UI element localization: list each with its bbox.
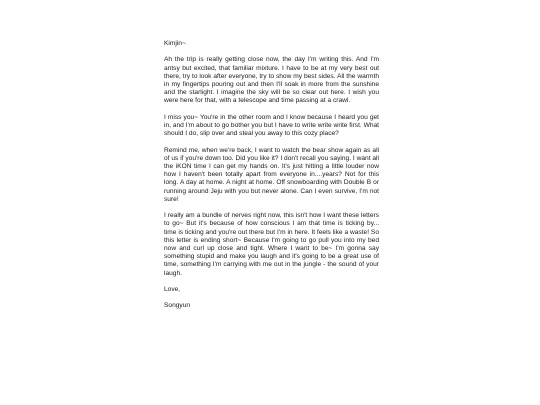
letter-signature: Songyun (164, 302, 191, 310)
letter-paragraph-4: I really am a bundle of nerves right now, this isn't how I want these letters to go~ But it's because of how conscious I am that time is ticking by... time is ticking and you're out there but I'm in here. It feels like a waste! So this letter is ending short~ Because I'm going to go pull you into my bed now and curl up close and tight. Where I want to be~ I'm gonna say something stupid and make you laugh and it's going to be a great use of time, something I'm carrying with me out in the jungle - the sound of your laugh. (164, 212, 379, 277)
letter-paragraph-2: I miss you~ You're in the other room and I know because I heard you get in, and I'm about to go bother you but I have to write write write first. What should I do, slip over and steal you away to this cozy place? (164, 113, 379, 138)
letter-paragraph-1: Ah the trip is really getting close now, the day I'm writing this. And I'm antsy but excited, that familiar mixture. I have to be at my very best out there, try to look after everyone, try to show my best sides. All the warmth in my fingertips pouring out and then I'll soak in more from the sunshine and the starlight. I imagine the sky will be so clear out here. I wish you were here for that, with a telescope and time passing at a crawl. (164, 56, 379, 105)
letter-salutation: Kimjin~ (164, 40, 186, 47)
letter-page (164, 40, 379, 319)
letter-paragraph-3: Remind me, when we're back, I want to watch the bear show again as all of us if you're down too. Did you like it? I don't recall you saying. I want all the iKON time I can get my hands on. It's just hitting a little louder now how I haven't been totally apart from everyone in....years? Not for this long. A day at home. A night at home. Off snowboarding with Double B or running around Jeju with you but never alone. Can I even survive, I'm not sure! (164, 146, 379, 203)
letter-closing: Love, (164, 286, 181, 294)
